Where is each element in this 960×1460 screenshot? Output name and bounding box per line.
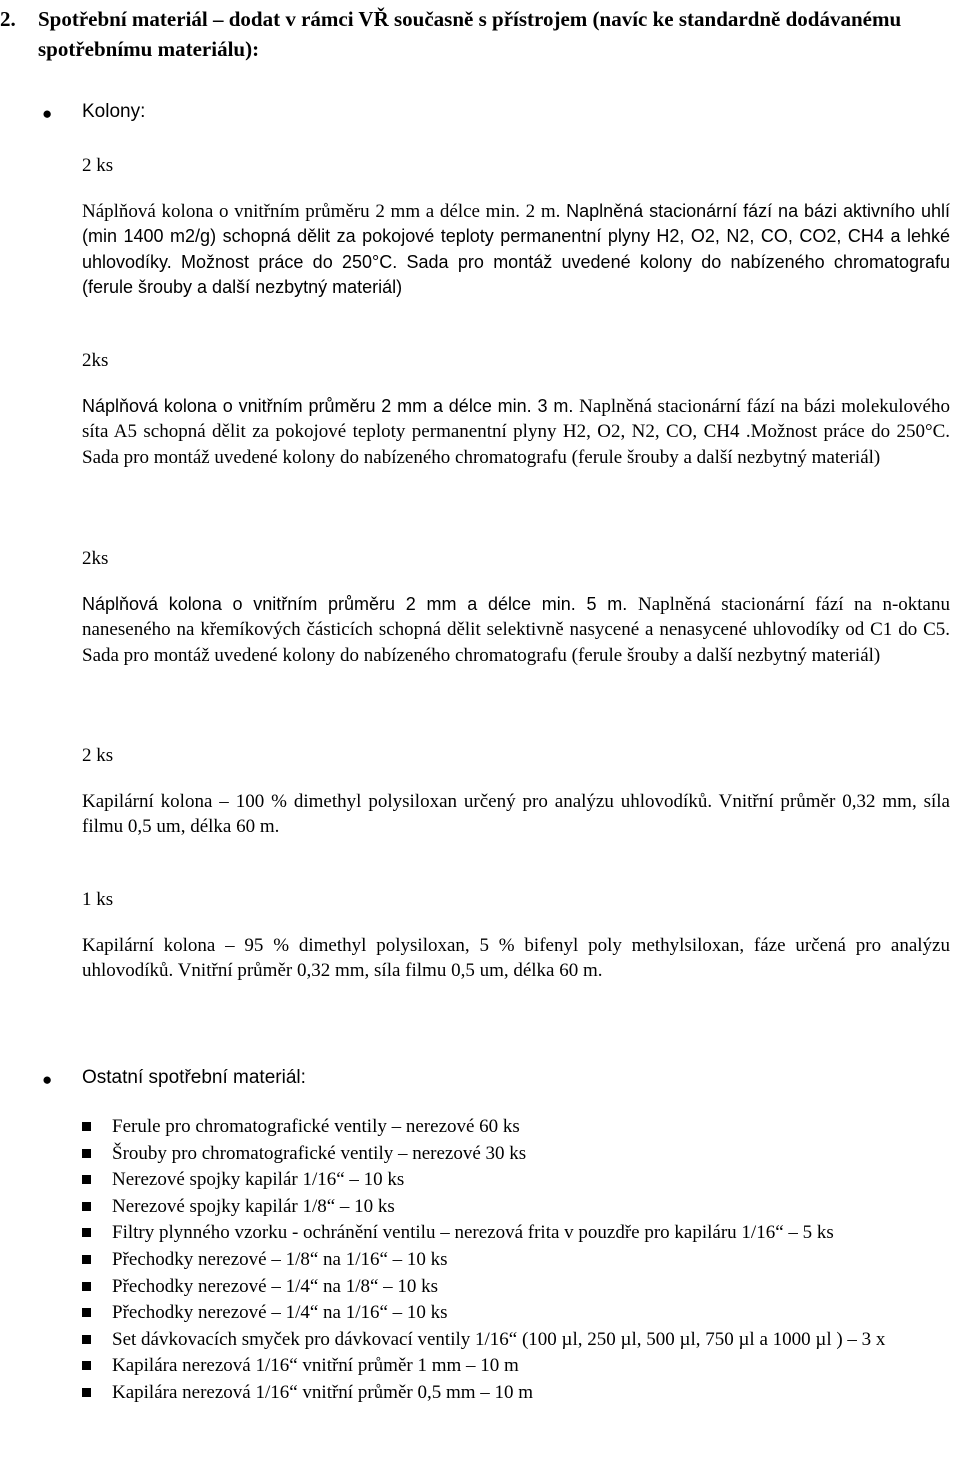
square-bullet-icon (82, 1202, 91, 1211)
list-item-text: Kapilára nerezová 1/16“ vnitřní průměr 1 mm – 10 m (112, 1355, 519, 1377)
column-description (82, 592, 950, 668)
column-entry (82, 546, 950, 668)
column-qty: 2ks (82, 548, 109, 569)
square-bullet-icon (82, 1175, 91, 1184)
square-bullet-icon (82, 1282, 91, 1291)
heading-number: 2. (0, 7, 16, 31)
column-entry (82, 887, 950, 984)
description-part: Náplňová kolona o vnitřním průměru 2 mm a délce min. 2 m. (82, 201, 567, 222)
list-item (82, 1114, 952, 1141)
square-bullet-icon (82, 1255, 91, 1264)
list-item-text: Přechodky nerezové – 1/4“ na 1/16“ – 10 ks (112, 1302, 448, 1324)
column-qty: 2ks (82, 350, 109, 371)
list-item (82, 1194, 952, 1221)
list-item-text: Filtry plynného vzorku - ochránění ventilu – nerezová frita v pouzdře pro kapiláru 1/16“ – 5 ks (112, 1222, 834, 1244)
square-bullet-icon (82, 1228, 91, 1237)
other-materials-label: Ostatní spotřební materiál: (82, 1067, 306, 1088)
description-part: Naplněná stacionární fází na n-oktanu naneseného na křemíkových částicích schopná dělit selektivně nasycené a nenasycené uhlovodíky od C1 do C5. Sada pro montáž uvedené kolony do nabízeného chromatografu (ferule šrouby a další nezbytný materiál) (82, 594, 950, 666)
list-item (82, 1247, 952, 1274)
list-item (82, 1141, 952, 1168)
other-materials-list (82, 1114, 952, 1407)
square-bullet-icon (82, 1149, 91, 1158)
description-part: Náplňová kolona o vnitřním průměru 2 mm a délce min. 3 m. (82, 396, 580, 416)
list-item-text: Ferule pro chromatografické ventily – nerezové 60 ks (112, 1116, 520, 1137)
list-item-text: Nerezové spojky kapilár 1/8“ – 10 ks (112, 1195, 395, 1217)
column-description: Kapilární kolona – 100 % dimethyl polysiloxan určený pro analýzu uhlovodíků. Vnitřní průměr 0,32 mm, síla filmu 0,5 um, délka 60 m. (82, 791, 950, 838)
column-description: Kapilární kolona – 95 % dimethyl polysiloxan, 5 % bifenyl poly methylsiloxan, fáze určená pro analýzu uhlovodíků. Vnitřní průměr 0,32 mm, síla filmu 0,5 um, délka 60 m. (82, 935, 950, 982)
list-item (82, 1220, 952, 1247)
list-item-text: Set dávkovacích smyček pro dávkovací ventily 1/16“ (100 µl, 250 µl, 500 µl, 750 µl a 1000 µl ) – 3 x (112, 1328, 886, 1350)
list-item-text: Kapilára nerezová 1/16“ vnitřní průměr 0,5 mm – 10 m (112, 1381, 534, 1403)
square-bullet-icon (82, 1388, 91, 1397)
column-qty: 1 ks (82, 889, 114, 910)
list-item-text: Nerezové spojky kapilár 1/16“ – 10 ks (112, 1169, 405, 1191)
column-entry (82, 153, 950, 301)
square-bullet-icon (82, 1122, 91, 1131)
list-item (82, 1167, 952, 1194)
square-bullet-icon (82, 1308, 91, 1317)
description-part: Naplněná stacionární fází na bázi aktivního uhlí (min 1400 m2/g) schopná dělit za pokojové teploty permanentní plyny H2, O2, N2, CO, CO2, CH4 a lehké uhlovodíky. Možnost práce do 250°C. Sada pro montáž uvedené kolony do nabízeného chromatografu (ferule šrouby a další nezbytný materiál) (82, 201, 950, 298)
column-qty: 2 ks (82, 745, 114, 766)
columns-label: Kolony: (82, 101, 146, 122)
list-item (82, 1353, 952, 1380)
description-part: Naplněná stacionární fází na bázi molekulového síta A5 schopná dělit za pokojové teploty permanentní plyny H2, O2, N2, CO, CH4 .Možnost práce do 250°C. Sada pro montáž uvedené kolony do nabízeného chromatografu (ferule šrouby a další nezbytný materiál) (82, 396, 950, 468)
column-entry (82, 743, 950, 840)
square-bullet-icon (82, 1335, 91, 1344)
bullet-dot-icon: ● (42, 1070, 53, 1089)
square-bullet-icon (82, 1361, 91, 1370)
column-entry (82, 348, 950, 470)
column-qty: 2 ks (82, 155, 114, 176)
column-description (82, 394, 950, 470)
list-item-text: Přechodky nerezové – 1/4“ na 1/8“ – 10 ks (112, 1275, 439, 1297)
list-item (82, 1274, 952, 1301)
list-item (82, 1327, 952, 1354)
list-item (82, 1300, 952, 1327)
list-item-text: Přechodky nerezové – 1/8“ na 1/16“ – 10 ks (112, 1248, 448, 1270)
column-description (82, 199, 950, 301)
list-item (82, 1380, 952, 1407)
description-part: Náplňová kolona o vnitřním průměru 2 mm a délce min. 5 m. (82, 594, 638, 614)
bullet-dot-icon: ● (42, 104, 53, 123)
list-item-text: Šrouby pro chromatografické ventily – nerezové 30 ks (112, 1142, 527, 1164)
heading-text: Spotřební materiál – dodat v rámci VŘ současně s přístrojem (navíc ke standardně dodávanému spotřebnímu materiálu): (38, 7, 902, 61)
